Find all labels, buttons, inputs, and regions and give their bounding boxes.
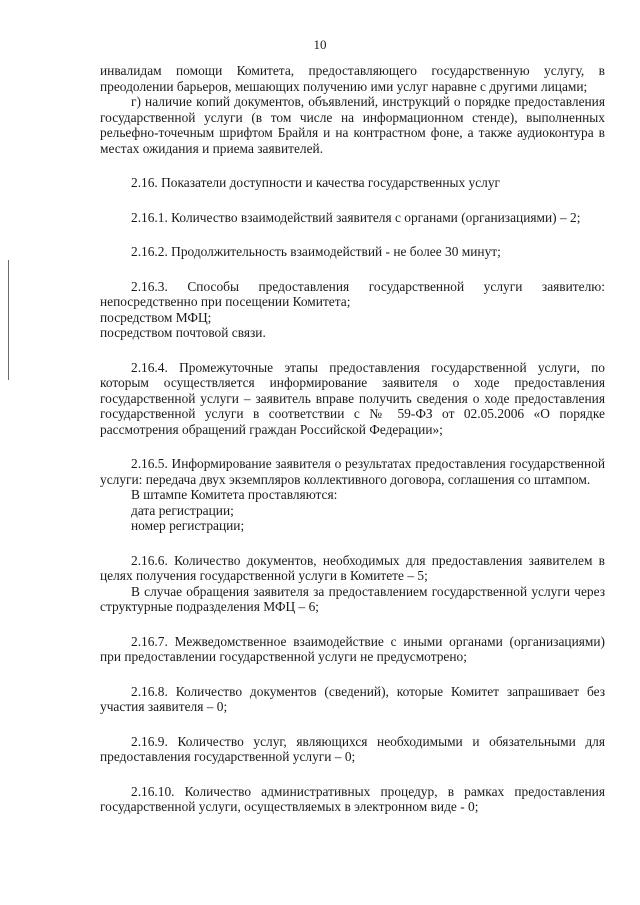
item-2-16-10: 2.16.10. Количество административных процедур, в рамках предоставления государственной услуги, осуществляемых в электронном виде - 0;	[100, 783, 605, 814]
method-mfc: посредством МФЦ;	[100, 309, 212, 325]
item-2-16-8: 2.16.8. Количество документов (сведений), которые Комитет запрашивает без участия заявителя – 0;	[100, 683, 605, 714]
item-2-16-2: 2.16.2. Продолжительность взаимодействий - не более 30 минут;	[131, 244, 501, 259]
method-post: посредством почтовой связи.	[100, 325, 266, 340]
page-number: 10	[313, 37, 327, 52]
item-2-16-5: 2.16.5. Информирование заявителя о результатах предоставления государственной услуги: передача двух экземпляров коллективного договора, соглашения со штампом.	[100, 456, 605, 487]
section-heading-2-16: 2.16. Показатели доступности и качества государственных услуг	[131, 175, 501, 190]
stamp-field-date: дата регистрации;	[131, 502, 234, 518]
stamp-field-number: номер регистрации;	[131, 518, 245, 533]
item-2-16-4: 2.16.4. Промежуточные этапы предоставления государственной услуги, по которым осуществляется информирование заявителя о ходе предоставления государственной услуги – заявитель вправе получить сведения о ходе предоставления государственной услуги в соответствии с № 59-ФЗ от 02.05.2006 «О порядке рассмотрения обращений граждан Российской Федерации»;	[100, 359, 605, 437]
item-2-16-3: 2.16.3. Способы предоставления государственной услуги заявителю:	[131, 278, 605, 294]
item-2-16-9: 2.16.9. Количество услуг, являющихся необходимыми и обязательными для предоставления государственной услуги – 0;	[100, 733, 605, 764]
stamp-fields-intro: В штампе Комитета проставляются:	[131, 487, 338, 502]
paragraph-braille-documents: г) наличие копий документов, объявлений, инструкций о порядке предоставления государственной услуги (в том числе на информационном стенде), выполненных рельефно-точечным шрифтом Брайля и на контрастном фоне, а также аудиоконтура в местах ожидания и приема заявителей.	[100, 94, 605, 156]
item-2-16-1: 2.16.1. Количество взаимодействий заявителя с органами (организациями) – 2;	[131, 209, 581, 225]
document-body	[100, 63, 605, 815]
item-2-16-7: 2.16.7. Межведомственное взаимодействие с иными органами (организациями) при предоставлении государственной услуги не предусмотрено;	[100, 633, 605, 664]
item-2-16-6: 2.16.6. Количество документов, необходимых для предоставления заявителем в целях получения государственной услуги в Комитете – 5;	[100, 552, 605, 583]
paragraph-accessibility-assistance: инвалидам помощи Комитета, предоставляющего государственную услугу, в преодолении барьеров, мешающих получению ими услуг наравне с другими лицами;	[100, 63, 605, 94]
scan-margin-line	[8, 260, 9, 380]
item-2-16-6-mfc: В случае обращения заявителя за предоставлением государственной услуги через структурные подразделения МФЦ – 6;	[100, 583, 605, 614]
method-in-person: непосредственно при посещении Комитета;	[100, 294, 351, 309]
